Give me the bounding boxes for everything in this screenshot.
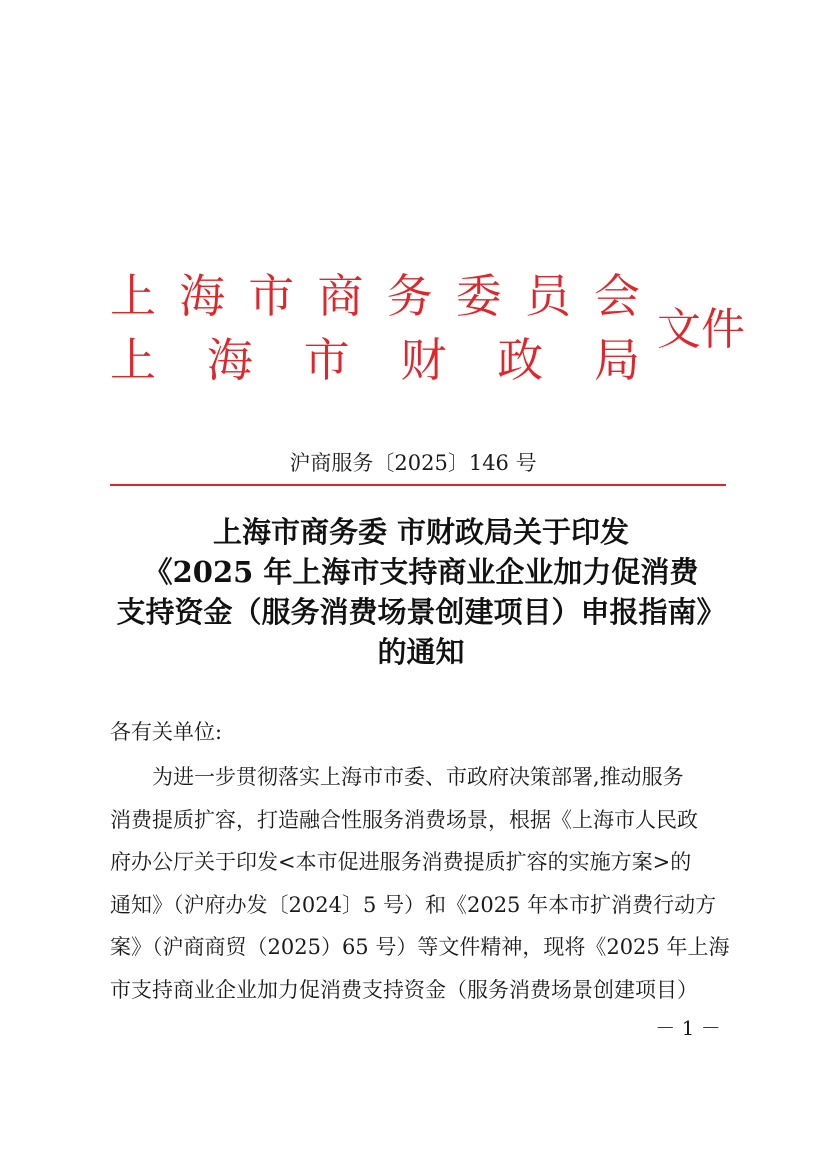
title-line: 支持资金（服务消费场景创建项目）申报指南》 — [116, 595, 726, 629]
title-line: 的通知 — [377, 635, 465, 669]
red-divider-line — [110, 484, 726, 486]
paragraph-line: 案》（沪商商贸（2025）65 号）等文件精神，现将《2025 年上海 — [110, 935, 730, 960]
issuer-char: 会 — [593, 269, 640, 323]
issuer-char: 海 — [179, 269, 226, 323]
salutation: 各有关单位: — [110, 720, 223, 744]
issuer-line-1 — [110, 268, 640, 324]
issuer-char: 务 — [386, 269, 433, 323]
title-line: 上海市商务委 市财政局关于印发 — [212, 515, 630, 549]
issuer-char: 员 — [524, 269, 571, 323]
issuer-char: 委 — [455, 269, 502, 323]
title-line: 《2025 年上海市支持商业企业加力促消费 — [143, 555, 699, 589]
issuer-char: 市 — [303, 333, 350, 387]
issuer-name-finance-bureau — [110, 332, 645, 388]
issuer-char: 上 — [110, 333, 156, 387]
issuer-char: 政 — [497, 333, 544, 387]
document-title — [96, 512, 746, 672]
document-number: 沪商服务〔2025〕146 号 — [289, 451, 537, 475]
issuer-char: 市 — [248, 269, 295, 323]
paragraph-line: 通知》（沪府办发〔2024〕5 号）和《2025 年本市扩消费行动方 — [110, 892, 717, 917]
paragraph-line: 为进一步贯彻落实上海市市委、市政府决策部署,推动服务 — [152, 765, 684, 789]
issuer-line-2 — [110, 332, 640, 388]
paragraph-line: 府办公厅关于印发<本市促进服务消费提质扩容的实施方案>的 — [110, 850, 692, 875]
issuer-name-commerce-commission — [110, 268, 645, 324]
issuer-char: 上 — [110, 269, 156, 323]
issuer-char: 海 — [206, 333, 253, 387]
paragraph-line: 市支持商业企业加力促消费支持资金（服务消费场景创建项目） — [110, 977, 698, 1002]
document-word: 文件 — [657, 304, 745, 355]
page-number: － 1 － — [655, 1016, 721, 1040]
issuer-char: 商 — [317, 269, 364, 323]
paragraph-line: 消费提质扩容，打造融合性服务消费场景，根据《上海市人民政 — [110, 807, 698, 832]
issuer-char: 局 — [593, 333, 640, 387]
body-paragraph — [110, 756, 730, 1012]
issuer-char: 财 — [400, 333, 447, 387]
